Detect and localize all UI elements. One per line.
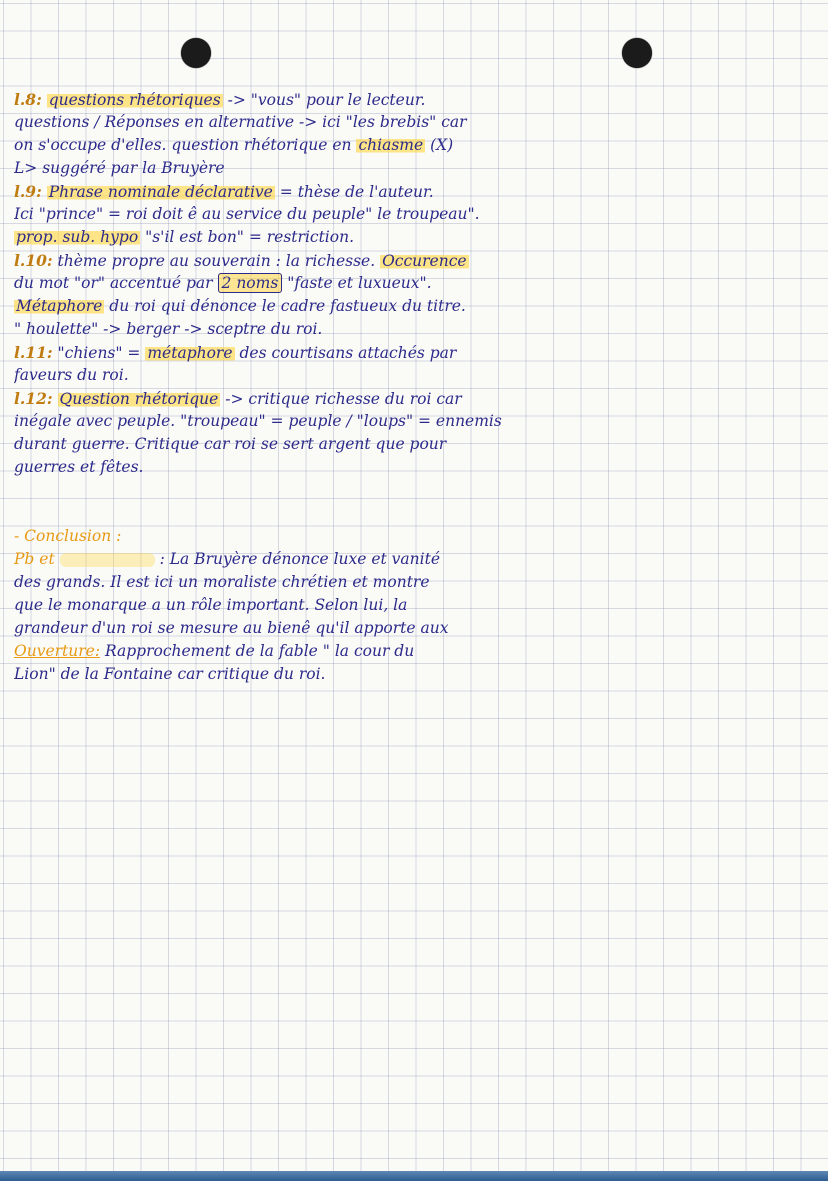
note-text: on s'occupe d'elles. question rhétorique en [14,136,352,154]
note-text: : La Bruyère dénonce luxe et vanité [159,550,441,568]
note-text: "s'il est bon" = restriction. [145,228,355,246]
note-line [14,341,822,364]
highlight: questions rhétoriques [48,91,221,109]
spacer [14,479,822,525]
note-text: des courtisans attachés par [239,344,457,362]
note-text: "faste et luxueux". [287,274,432,292]
note-line [14,88,822,111]
note-line [14,226,822,249]
note-text: du mot "or" accentué par [14,274,213,292]
note-text: -> critique richesse du roi car [225,390,462,408]
note-line: inégale avec peuple. "troupeau" = peuple / "loups" = ennemis [14,412,502,430]
conclusion-title [14,525,822,548]
note-line: que le monarque a un rôle important. Selon lui, la [14,596,408,614]
note-text: du roi qui dénonce le cadre fastueux du titre. [109,297,466,315]
note-text: thème propre au souverain : la richesse. [57,252,376,270]
highlight: chiasme [358,136,424,154]
page-bottom-edge [0,1171,828,1181]
note-line [14,548,822,571]
note-line: Ici "prince" = roi doit ê au service du peuple" le troupeau". [14,205,480,223]
line-ref: l.10: [14,251,53,270]
binder-hole-right [622,38,652,68]
note-line: des grands. Il est ici un moraliste chrétien et montre [14,573,430,591]
note-line: faveurs du roi. [14,366,129,384]
note-line [14,272,822,295]
note-line [14,387,822,410]
note-text: Rapprochement de la fable " la cour du [104,642,415,660]
note-text: -> "vous" pour le lecteur. [227,91,426,109]
highlight: Métaphore [16,297,103,315]
line-ref: l.8: [14,90,42,109]
note-line: Lion" de la Fontaine car critique du roi. [14,665,326,683]
note-text: (X) [430,136,454,154]
highlight: Phrase nominale déclarative [48,183,273,201]
note-line: L> suggéré par la Bruyère [14,159,225,177]
line-ref: l.9: [14,182,42,201]
note-line: grandeur d'un roi se mesure au bienê qu'il apporte aux [14,619,449,637]
note-line: durant guerre. Critique car roi se sert argent que pour [14,435,447,453]
note-line [14,295,822,318]
boxed-highlight: 2 noms [218,273,283,293]
highlight: prop. sub. hypo [16,228,139,246]
smudge-mark [60,553,155,567]
note-line [14,134,822,157]
note-line: " houlette" -> berger -> sceptre du roi. [14,320,323,338]
note-line: questions / Réponses en alternative -> ici "les brebis" car [14,113,467,131]
highlight: métaphore [147,344,233,362]
note-line [14,640,822,663]
note-text: "chiens" = [57,344,141,362]
note-line: guerres et fêtes. [14,458,144,476]
line-ref: l.11: [14,343,53,362]
note-line [14,249,822,272]
section-heading: - Conclusion : [14,527,122,545]
handwritten-notes [14,88,822,686]
label: Pb et [14,550,55,568]
highlight: Occurence [382,252,467,270]
note-text: = thèse de l'auteur. [279,183,434,201]
highlight: Question rhétorique [59,390,219,408]
note-line [14,180,822,203]
label: Ouverture: [14,642,101,660]
binder-hole-left [181,38,211,68]
line-ref: l.12: [14,389,53,408]
